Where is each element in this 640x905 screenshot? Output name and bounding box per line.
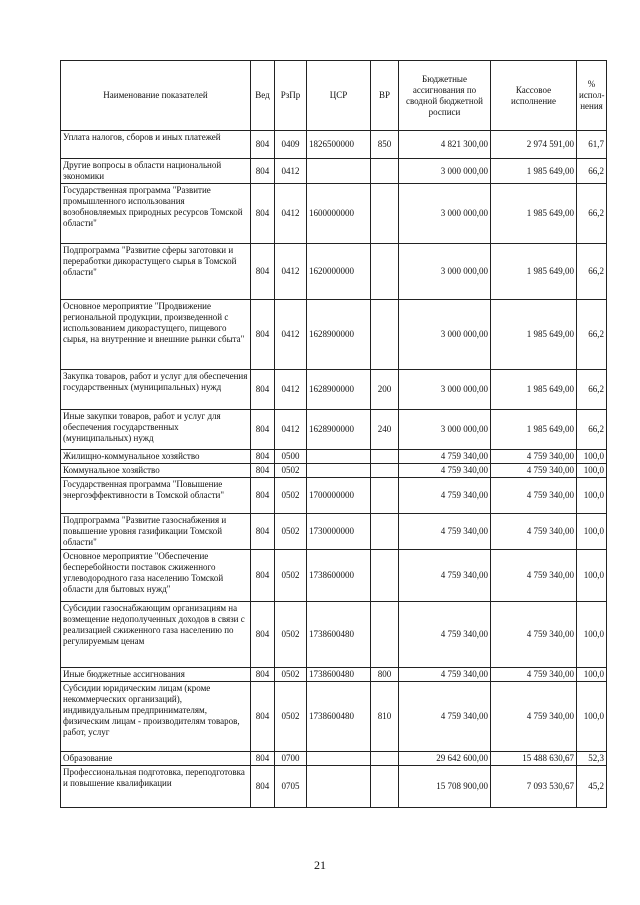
row-rzpr: 0502 xyxy=(275,550,307,602)
row-ved: 804 xyxy=(251,131,275,159)
row-rzpr: 0705 xyxy=(275,766,307,808)
row-rzpr: 0502 xyxy=(275,602,307,668)
row-csr: 1628900000 xyxy=(307,370,371,410)
row-cash: 4 759 340,00 xyxy=(491,602,577,668)
row-ved: 804 xyxy=(251,370,275,410)
row-name: Иные бюджетные ассигнования xyxy=(61,668,251,682)
row-rzpr: 0412 xyxy=(275,410,307,450)
row-cash: 2 974 591,00 xyxy=(491,131,577,159)
row-budget: 4 759 340,00 xyxy=(399,464,491,478)
row-cash: 7 093 530,67 xyxy=(491,766,577,808)
row-name: Государственная программа "Развитие промышленного использования возобновляемых природных ресурсов Томской области" xyxy=(61,184,251,244)
row-cash: 1 985 649,00 xyxy=(491,244,577,300)
table-row xyxy=(61,682,607,752)
row-csr: 1600000000 xyxy=(307,184,371,244)
row-csr xyxy=(307,766,371,808)
row-ved: 804 xyxy=(251,550,275,602)
row-rzpr: 0700 xyxy=(275,752,307,766)
row-budget: 15 708 900,00 xyxy=(399,766,491,808)
budget-table-page xyxy=(60,60,606,808)
header-budget: Бюджетные ассигнования по сводной бюджетной росписи xyxy=(399,61,491,131)
row-budget: 29 642 600,00 xyxy=(399,752,491,766)
row-name: Закупка товаров, работ и услуг для обеспечения государственных (муниципальных) нужд xyxy=(61,370,251,410)
row-vr xyxy=(371,752,399,766)
row-pct: 66,2 xyxy=(577,244,607,300)
row-csr: 1628900000 xyxy=(307,410,371,450)
row-pct: 100,0 xyxy=(577,668,607,682)
row-cash: 15 488 630,67 xyxy=(491,752,577,766)
row-vr xyxy=(371,244,399,300)
row-vr xyxy=(371,478,399,514)
row-pct: 66,2 xyxy=(577,300,607,370)
table-row xyxy=(61,450,607,464)
table-row xyxy=(61,514,607,550)
table-row xyxy=(61,478,607,514)
budget-execution-table xyxy=(60,60,607,808)
row-csr xyxy=(307,159,371,184)
row-pct: 66,2 xyxy=(577,370,607,410)
row-ved: 804 xyxy=(251,450,275,464)
row-vr xyxy=(371,184,399,244)
row-csr: 1738600000 xyxy=(307,550,371,602)
header-rzpr: РзПр xyxy=(275,61,307,131)
row-name: Жилищно-коммунальное хозяйство xyxy=(61,450,251,464)
row-cash: 4 759 340,00 xyxy=(491,668,577,682)
row-budget: 4 759 340,00 xyxy=(399,478,491,514)
row-vr: 850 xyxy=(371,131,399,159)
table-row xyxy=(61,131,607,159)
table-row xyxy=(61,300,607,370)
row-vr xyxy=(371,602,399,668)
row-csr: 1700000000 xyxy=(307,478,371,514)
row-name: Уплата налогов, сборов и иных платежей xyxy=(61,131,251,159)
row-vr xyxy=(371,159,399,184)
row-ved: 804 xyxy=(251,668,275,682)
row-cash: 1 985 649,00 xyxy=(491,300,577,370)
table-row xyxy=(61,752,607,766)
row-vr xyxy=(371,550,399,602)
row-csr xyxy=(307,752,371,766)
row-csr: 1738600480 xyxy=(307,682,371,752)
row-rzpr: 0502 xyxy=(275,464,307,478)
row-name: Коммунальное хозяйство xyxy=(61,464,251,478)
row-name: Основное мероприятие "Обеспечение бесперебойности поставок сжиженного углеводородного газа населению Томской области для бытовых нужд" xyxy=(61,550,251,602)
row-cash: 4 759 340,00 xyxy=(491,550,577,602)
row-rzpr: 0502 xyxy=(275,514,307,550)
table-row xyxy=(61,410,607,450)
page-number: 21 xyxy=(314,858,326,872)
row-csr xyxy=(307,464,371,478)
table-row xyxy=(61,668,607,682)
row-rzpr: 0502 xyxy=(275,668,307,682)
row-budget: 3 000 000,00 xyxy=(399,300,491,370)
row-cash: 1 985 649,00 xyxy=(491,410,577,450)
row-csr: 1826500000 xyxy=(307,131,371,159)
header-pct: % испол-нения xyxy=(577,61,607,131)
row-rzpr: 0412 xyxy=(275,244,307,300)
row-pct: 61,7 xyxy=(577,131,607,159)
row-pct: 100,0 xyxy=(577,682,607,752)
header-csr: ЦСР xyxy=(307,61,371,131)
header-ved: Вед xyxy=(251,61,275,131)
row-budget: 3 000 000,00 xyxy=(399,184,491,244)
row-pct: 66,2 xyxy=(577,159,607,184)
row-vr: 810 xyxy=(371,682,399,752)
table-row xyxy=(61,184,607,244)
row-rzpr: 0409 xyxy=(275,131,307,159)
row-budget: 4 759 340,00 xyxy=(399,682,491,752)
row-ved: 804 xyxy=(251,159,275,184)
row-ved: 804 xyxy=(251,410,275,450)
row-ved: 804 xyxy=(251,184,275,244)
row-vr: 240 xyxy=(371,410,399,450)
row-name: Субсидии юридическим лицам (кроме некоммерческих организаций), индивидуальным предпринимателям, физическим лицам - производителям товаров, работ, услуг xyxy=(61,682,251,752)
row-name: Иные закупки товаров, работ и услуг для обеспечения государственных (муниципальных) нужд xyxy=(61,410,251,450)
row-vr xyxy=(371,766,399,808)
row-name: Профессиональная подготовка, переподготовка и повышение квалификации xyxy=(61,766,251,808)
row-pct: 52,3 xyxy=(577,752,607,766)
row-ved: 804 xyxy=(251,602,275,668)
row-budget: 4 759 340,00 xyxy=(399,550,491,602)
row-name: Подпрограмма "Развитие сферы заготовки и переработки дикорастущего сырья в Томской области" xyxy=(61,244,251,300)
row-pct: 66,2 xyxy=(577,410,607,450)
row-pct: 100,0 xyxy=(577,550,607,602)
row-budget: 3 000 000,00 xyxy=(399,159,491,184)
row-ved: 804 xyxy=(251,478,275,514)
table-row xyxy=(61,464,607,478)
row-budget: 4 821 300,00 xyxy=(399,131,491,159)
row-rzpr: 0502 xyxy=(275,682,307,752)
row-budget: 3 000 000,00 xyxy=(399,410,491,450)
row-csr: 1628900000 xyxy=(307,300,371,370)
row-cash: 4 759 340,00 xyxy=(491,682,577,752)
row-vr xyxy=(371,450,399,464)
row-rzpr: 0412 xyxy=(275,370,307,410)
row-csr: 1620000000 xyxy=(307,244,371,300)
row-budget: 3 000 000,00 xyxy=(399,244,491,300)
row-budget: 4 759 340,00 xyxy=(399,450,491,464)
row-rzpr: 0412 xyxy=(275,300,307,370)
row-vr xyxy=(371,464,399,478)
row-budget: 4 759 340,00 xyxy=(399,514,491,550)
row-csr: 1738600480 xyxy=(307,602,371,668)
row-cash: 4 759 340,00 xyxy=(491,514,577,550)
table-row xyxy=(61,244,607,300)
row-ved: 804 xyxy=(251,464,275,478)
row-budget: 4 759 340,00 xyxy=(399,602,491,668)
row-cash: 1 985 649,00 xyxy=(491,184,577,244)
row-ved: 804 xyxy=(251,244,275,300)
row-cash: 1 985 649,00 xyxy=(491,370,577,410)
header-vr: ВР xyxy=(371,61,399,131)
row-rzpr: 0500 xyxy=(275,450,307,464)
row-name: Государственная программа "Повышение энергоэффективности в Томской области" xyxy=(61,478,251,514)
row-pct: 45,2 xyxy=(577,766,607,808)
header-cash: Кассовое исполнение xyxy=(491,61,577,131)
table-row xyxy=(61,370,607,410)
row-pct: 100,0 xyxy=(577,464,607,478)
row-name: Подпрограмма "Развитие газоснабжения и повышение уровня газификации Томской области" xyxy=(61,514,251,550)
row-rzpr: 0412 xyxy=(275,184,307,244)
row-pct: 100,0 xyxy=(577,514,607,550)
table-row xyxy=(61,766,607,808)
row-csr: 1730000000 xyxy=(307,514,371,550)
row-csr xyxy=(307,450,371,464)
row-csr: 1738600480 xyxy=(307,668,371,682)
row-budget: 3 000 000,00 xyxy=(399,370,491,410)
table-row xyxy=(61,159,607,184)
row-pct: 100,0 xyxy=(577,478,607,514)
row-vr xyxy=(371,300,399,370)
row-ved: 804 xyxy=(251,514,275,550)
table-row xyxy=(61,550,607,602)
row-pct: 100,0 xyxy=(577,450,607,464)
row-pct: 100,0 xyxy=(577,602,607,668)
row-name: Основное мероприятие "Продвижение региональной продукции, произведенной с использованием дикорастущего, пищевого сырья, на внутренние и внешние рынки сбыта" xyxy=(61,300,251,370)
header-name: Наименование показателей xyxy=(61,61,251,131)
row-ved: 804 xyxy=(251,682,275,752)
row-cash: 1 985 649,00 xyxy=(491,159,577,184)
row-rzpr: 0412 xyxy=(275,159,307,184)
header-row xyxy=(61,61,607,131)
row-name: Субсидии газоснабжающим организациям на возмещение недополученных доходов в связи с реализацией сжиженного газа населению по регулируемым ценам xyxy=(61,602,251,668)
table-row xyxy=(61,602,607,668)
row-vr xyxy=(371,514,399,550)
row-cash: 4 759 340,00 xyxy=(491,464,577,478)
row-rzpr: 0502 xyxy=(275,478,307,514)
row-cash: 4 759 340,00 xyxy=(491,478,577,514)
row-vr: 800 xyxy=(371,668,399,682)
row-budget: 4 759 340,00 xyxy=(399,668,491,682)
row-cash: 4 759 340,00 xyxy=(491,450,577,464)
row-pct: 66,2 xyxy=(577,184,607,244)
row-ved: 804 xyxy=(251,752,275,766)
row-vr: 200 xyxy=(371,370,399,410)
row-ved: 804 xyxy=(251,766,275,808)
row-name: Другие вопросы в области национальной экономики xyxy=(61,159,251,184)
row-name: Образование xyxy=(61,752,251,766)
row-ved: 804 xyxy=(251,300,275,370)
